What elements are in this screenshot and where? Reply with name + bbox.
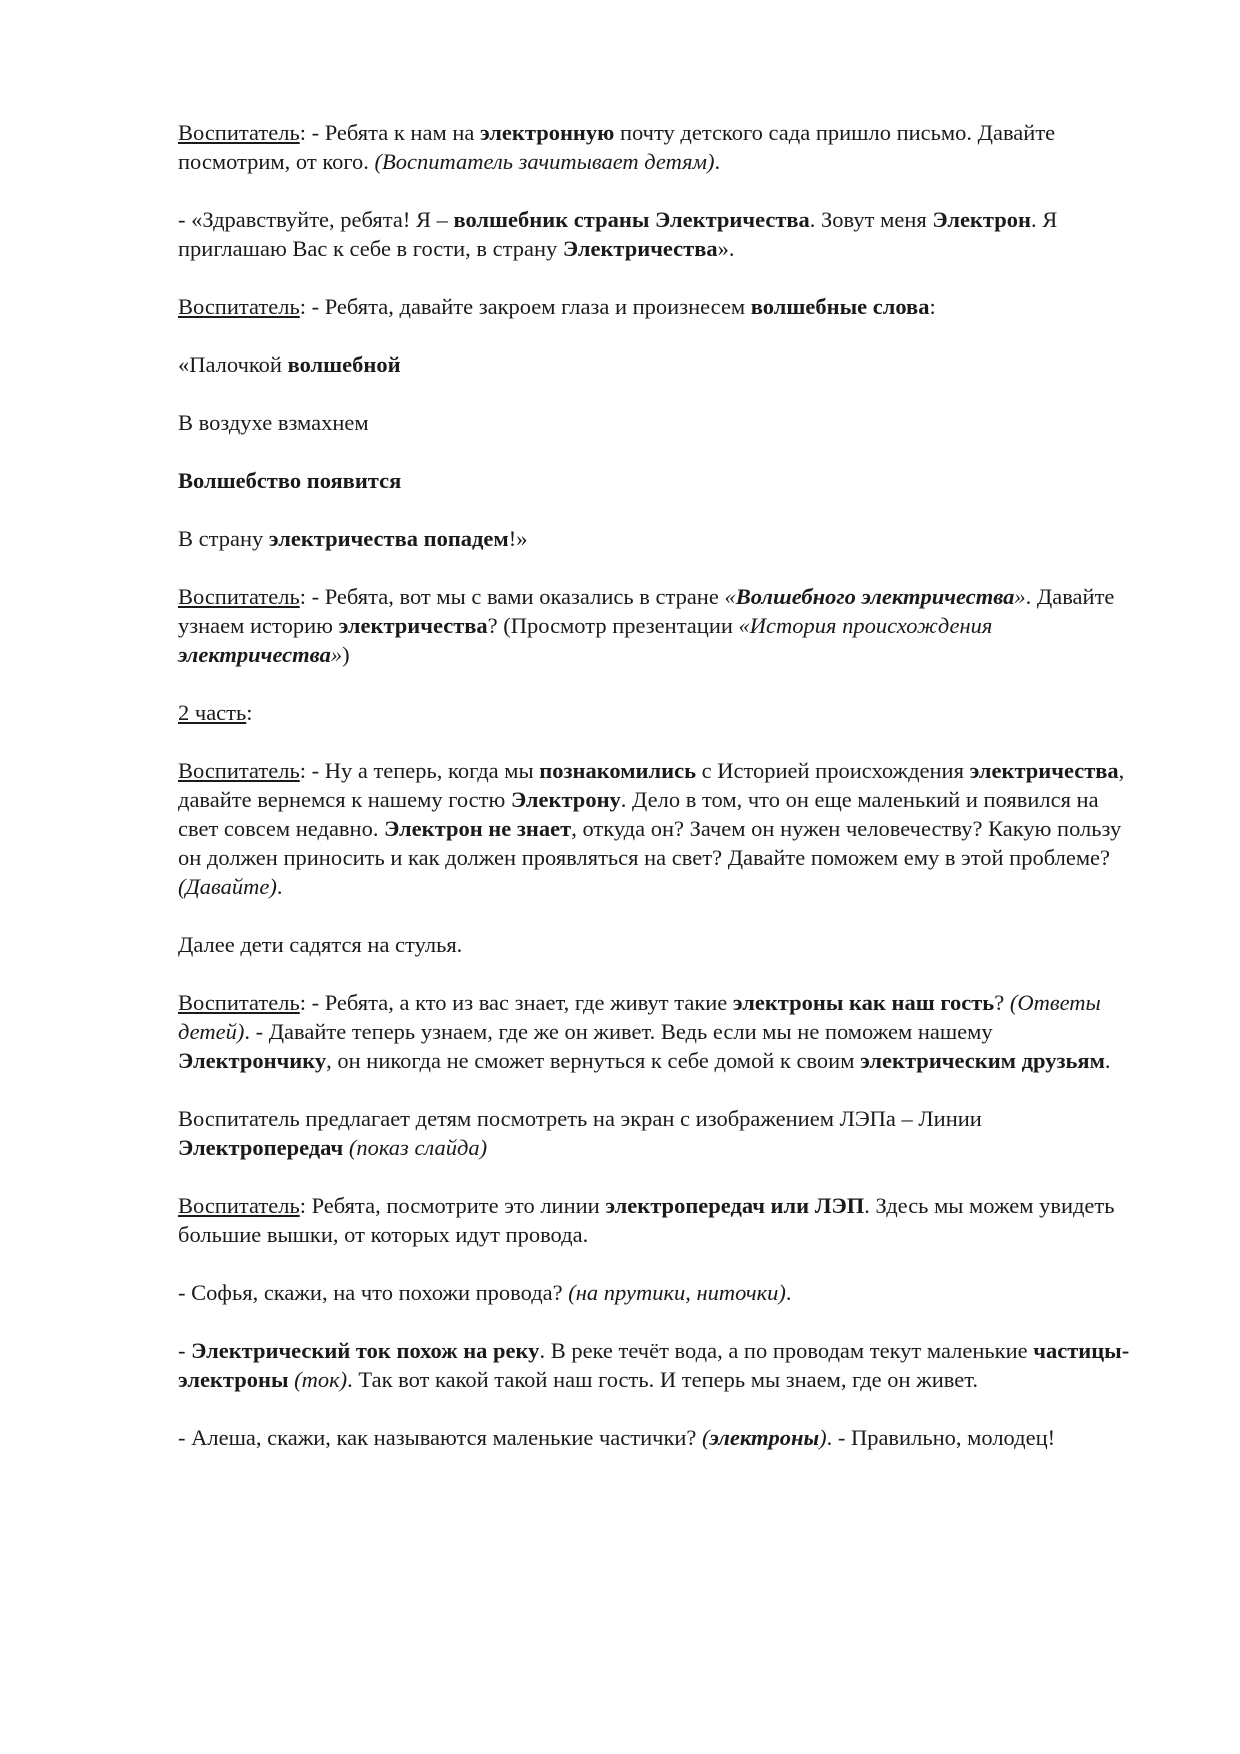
paragraph-p10 bbox=[178, 756, 1138, 901]
text-run: Далее дети садятся на стулья. bbox=[178, 932, 463, 957]
underlined-label: Воспитатель bbox=[178, 990, 300, 1015]
text-run: с Историей происхождения bbox=[695, 758, 970, 783]
text-run: !» bbox=[508, 526, 528, 551]
text-run: ». bbox=[717, 236, 735, 261]
text-run: . bbox=[785, 1280, 792, 1305]
bold-text: волшебник страны Электричества bbox=[453, 207, 810, 232]
text-run: ? (Просмотр презентации bbox=[487, 613, 739, 638]
bold-text: Электропередач bbox=[178, 1135, 344, 1160]
paragraph-p4 bbox=[178, 350, 1138, 379]
italic-text: ( bbox=[702, 1425, 710, 1450]
text-run: В воздухе взмахнем bbox=[178, 410, 369, 435]
italic-text: (Ответы детей) bbox=[178, 990, 1101, 1044]
underlined-label: Воспитатель bbox=[178, 584, 300, 609]
bold-text: Электричества bbox=[562, 236, 718, 261]
underlined-label: Воспитатель bbox=[178, 1193, 300, 1218]
text-run: : bbox=[929, 294, 936, 319]
paragraph-p11 bbox=[178, 930, 1138, 959]
text-run: : Ребята, посмотрите это линии bbox=[299, 1193, 606, 1218]
bold-text: электрическим друзьям bbox=[860, 1048, 1105, 1073]
paragraph-p2 bbox=[178, 205, 1138, 263]
paragraph-p16 bbox=[178, 1336, 1138, 1394]
bold-text: Электрону bbox=[510, 787, 621, 812]
underlined-label: Воспитатель bbox=[178, 294, 300, 319]
bold-text: Электрон не знает bbox=[384, 816, 572, 841]
paragraph-p17 bbox=[178, 1423, 1138, 1452]
italic-text: ) bbox=[819, 1425, 827, 1450]
bold-text: электричества bbox=[969, 758, 1119, 783]
bold-text: электричества попадем bbox=[268, 526, 509, 551]
text-run: . Дело в том, что он еще маленький и появился на свет совсем недавно. bbox=[178, 787, 1099, 841]
italic-text: « bbox=[724, 584, 736, 609]
text-run: . Зовут меня bbox=[809, 207, 933, 232]
text-run: . Давайте узнаем историю bbox=[178, 584, 1115, 638]
italic-text: (ток) bbox=[294, 1367, 348, 1392]
bold-text: волшебной bbox=[287, 352, 401, 377]
bold-text: волшебные слова bbox=[750, 294, 930, 319]
text-run: : bbox=[246, 700, 253, 725]
text-run: . bbox=[714, 149, 721, 174]
paragraph-p8 bbox=[178, 582, 1138, 669]
text-run: . В реке течёт вода, а по проводам текут маленькие bbox=[539, 1338, 1034, 1363]
paragraph-p15 bbox=[178, 1278, 1138, 1307]
text-run: В страну bbox=[178, 526, 269, 551]
italic-text: «История происхождения bbox=[738, 613, 993, 638]
text-run: , откуда он? Зачем он нужен человечеству? Какую пользу он должен приносить и как должен проявляться на свет? Давайте поможем ему в этой проблеме? bbox=[178, 816, 1122, 870]
paragraph-p6 bbox=[178, 466, 1138, 495]
italic-text: » bbox=[330, 642, 343, 667]
underlined-label: Воспитатель bbox=[178, 120, 300, 145]
text-run: . Так вот какой такой наш гость. И теперь мы знаем, где он живет. bbox=[347, 1367, 979, 1392]
bold-text: Электрический ток похож на реку bbox=[191, 1338, 540, 1363]
paragraph-p3 bbox=[178, 292, 1138, 321]
text-run: . bbox=[276, 874, 283, 899]
paragraph-p14 bbox=[178, 1191, 1138, 1249]
bold-text: электропередач или ЛЭП bbox=[605, 1193, 865, 1218]
bold-italic-text: электроны bbox=[709, 1425, 820, 1450]
text-run: - «Здравствуйте, ребята! Я – bbox=[178, 207, 454, 232]
bold-text: электроны как наш гость bbox=[732, 990, 995, 1015]
text-run: - Алеша, скажи, как называются маленькие частички? bbox=[178, 1425, 703, 1450]
italic-text: » bbox=[1014, 584, 1026, 609]
bold-text: Волшебство появится bbox=[178, 468, 402, 493]
underlined-label: Воспитатель bbox=[178, 758, 300, 783]
paragraph-p7 bbox=[178, 524, 1138, 553]
text-run: . Здесь мы можем увидеть большие вышки, от которых идут провода. bbox=[178, 1193, 1115, 1247]
bold-text: Электрончику bbox=[178, 1048, 327, 1073]
text-run: : - Ребята, вот мы с вами оказались в стране bbox=[299, 584, 725, 609]
text-run: : - Ну а теперь, когда мы bbox=[299, 758, 540, 783]
text-run: ? bbox=[994, 990, 1010, 1015]
text-run: . - Правильно, молодец! bbox=[826, 1425, 1056, 1450]
text-run: ) bbox=[342, 642, 350, 667]
text-run: , он никогда не сможет вернуться к себе домой к своим bbox=[326, 1048, 861, 1073]
text-run: «Палочкой bbox=[178, 352, 288, 377]
text-run: почту детского сада пришло письмо. Давайте посмотрим, от кого. bbox=[178, 120, 1056, 174]
paragraph-p9 bbox=[178, 698, 1138, 727]
bold-text: электронную bbox=[479, 120, 615, 145]
bold-italic-text: Волшебного электричества bbox=[735, 584, 1015, 609]
text-run: - Софья, скажи, на что похожи провода? bbox=[178, 1280, 569, 1305]
text-run: . bbox=[1104, 1048, 1111, 1073]
text-run: Воспитатель предлагает детям посмотреть на экран с изображением ЛЭПа – Линии bbox=[178, 1106, 982, 1131]
bold-text: частицы-электроны bbox=[178, 1338, 1130, 1392]
bold-text: познакомились bbox=[539, 758, 696, 783]
bold-italic-text: электричества bbox=[178, 642, 331, 667]
paragraph-p12 bbox=[178, 988, 1138, 1075]
paragraph-p1 bbox=[178, 118, 1138, 176]
italic-text: (Воспитатель зачитывает детям) bbox=[374, 149, 715, 174]
text-run: : - Ребята к нам на bbox=[299, 120, 480, 145]
text-run: . - Давайте теперь узнаем, где же он живет. Ведь если мы не поможем нашему bbox=[244, 1019, 993, 1044]
text-run: : - Ребята, давайте закроем глаза и произнесем bbox=[299, 294, 751, 319]
italic-text: (Давайте) bbox=[178, 874, 277, 899]
document-body bbox=[178, 118, 1138, 1481]
underlined-label: 2 часть bbox=[178, 700, 247, 725]
paragraph-p13 bbox=[178, 1104, 1138, 1162]
bold-text: электричества bbox=[338, 613, 488, 638]
text-run: : - Ребята, а кто из вас знает, где живут такие bbox=[299, 990, 733, 1015]
paragraph-p5 bbox=[178, 408, 1138, 437]
italic-text: (на прутики, ниточки) bbox=[568, 1280, 786, 1305]
text-run: . Я приглашаю Вас к себе в гости, в страну bbox=[178, 207, 1058, 261]
text-run: , давайте вернемся к нашему гостю bbox=[178, 758, 1125, 812]
italic-text: (показ слайда) bbox=[348, 1135, 488, 1160]
bold-text: Электрон bbox=[932, 207, 1031, 232]
text-run: - bbox=[178, 1338, 192, 1363]
